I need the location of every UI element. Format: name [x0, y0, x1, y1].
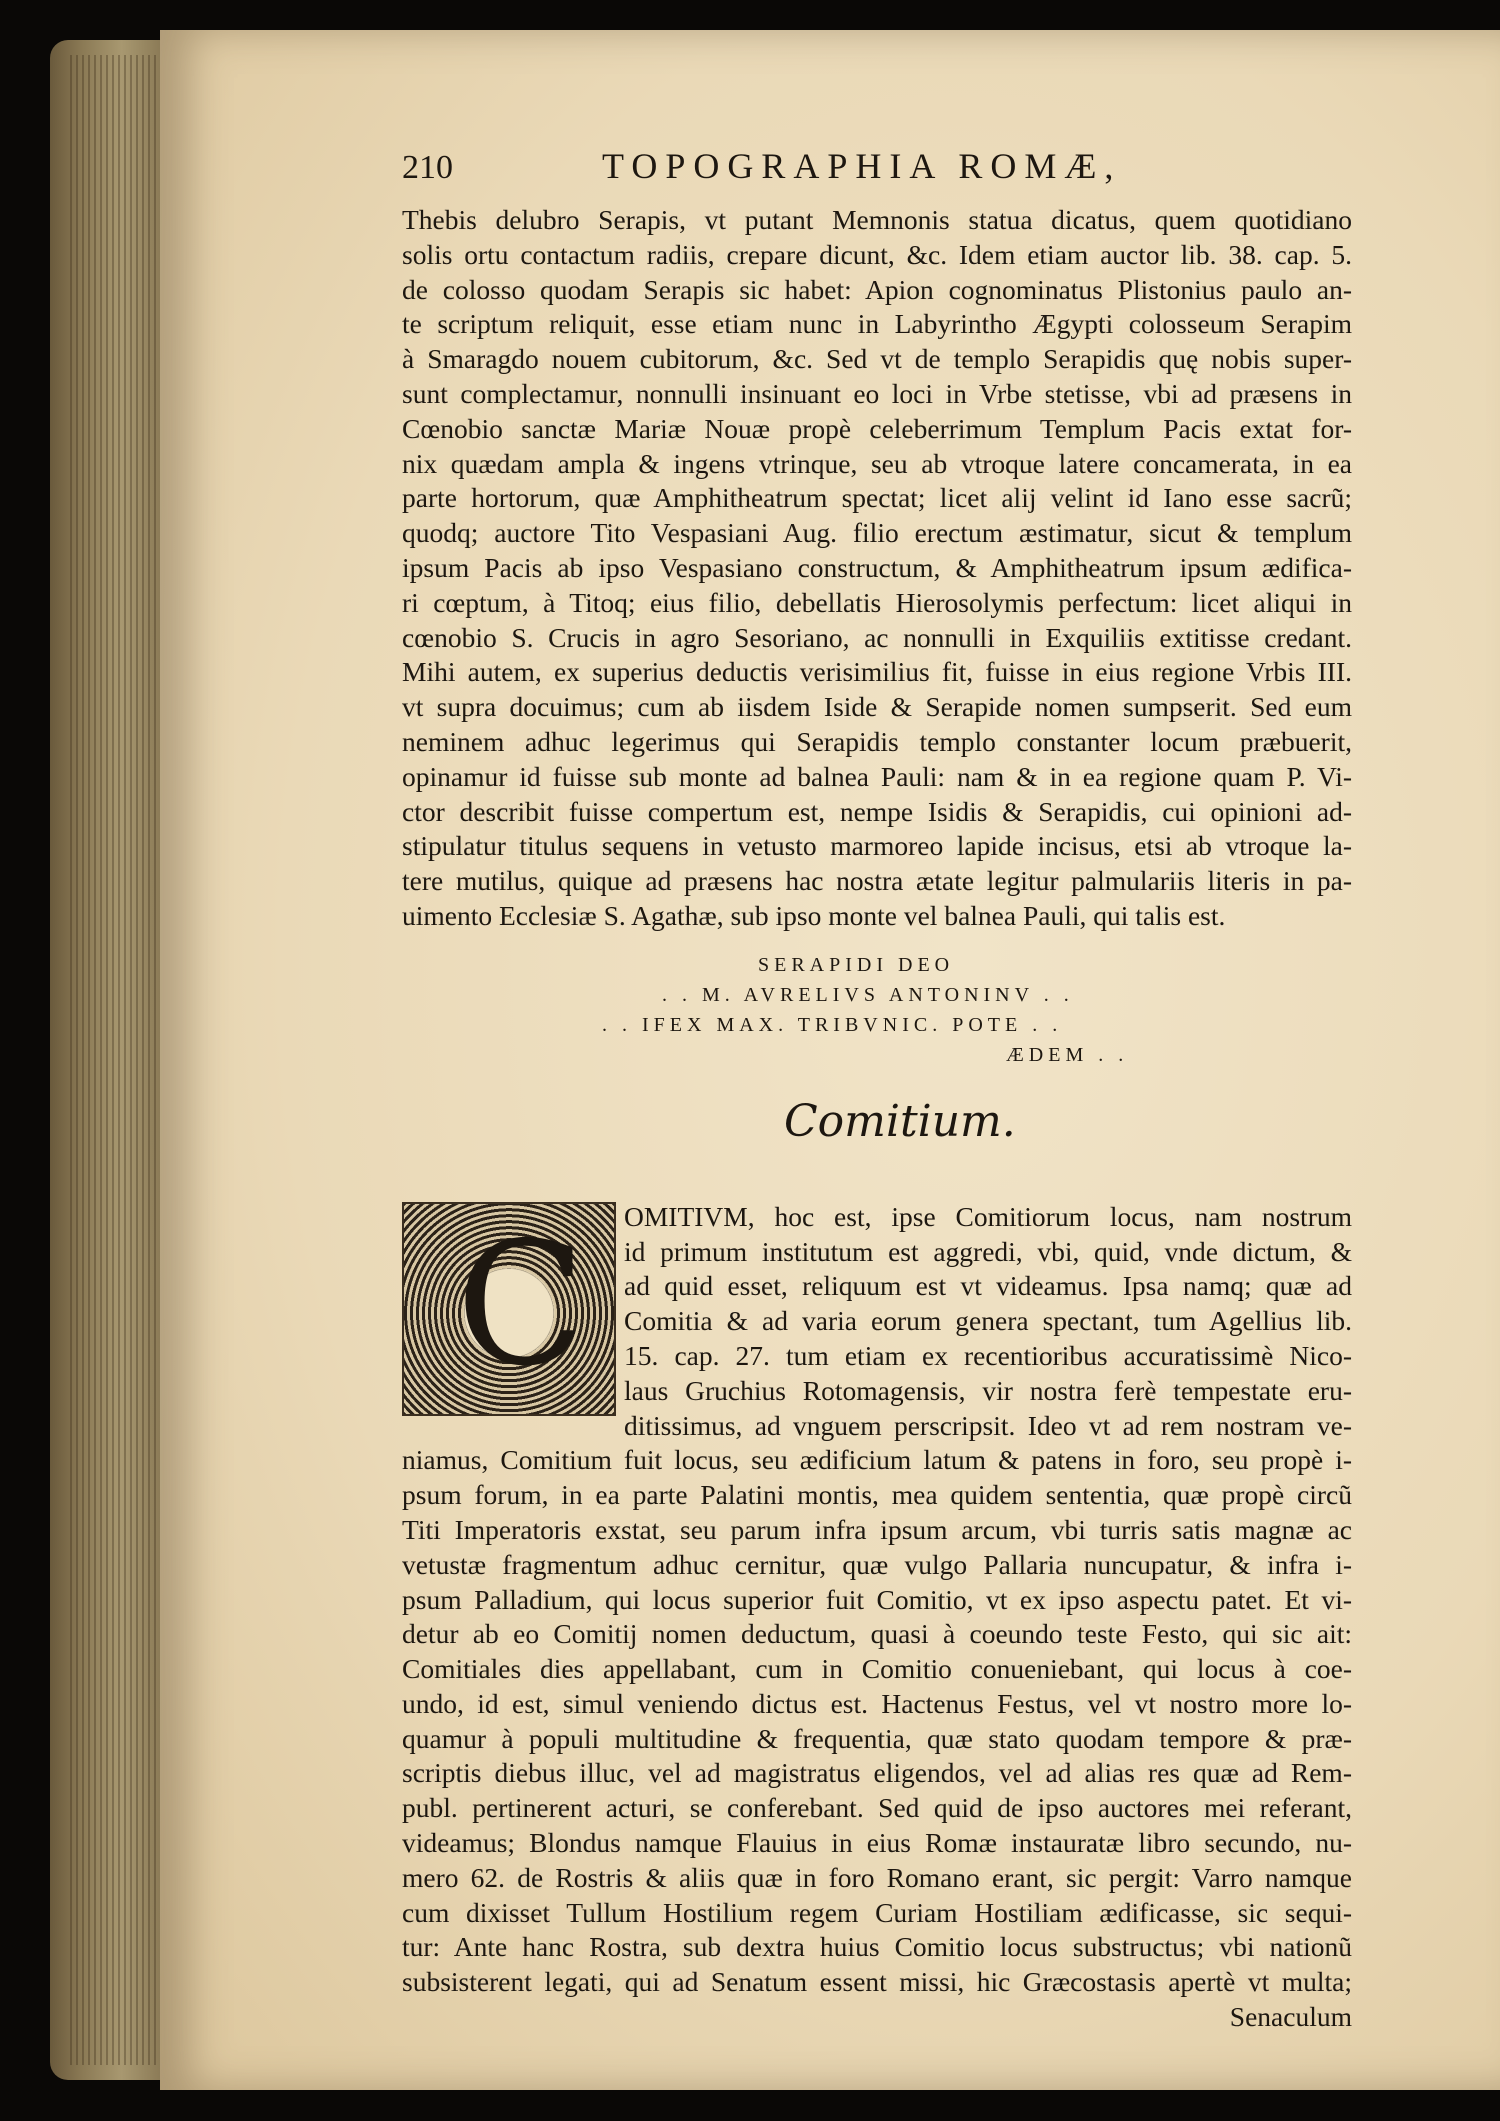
- text-line: cum dixisset Tullum Hostilium regem Curiam Hostiliam ædificasse, sic sequi-: [402, 1896, 1352, 1928]
- text-line: publ. pertinerent acturi, se conferebant. Sed quid de ipso auctores mei referant,: [402, 1792, 1352, 1824]
- text-line: laus Gruchius Rotomagensis, vir nostra ferè tempestate eru-: [624, 1374, 1352, 1406]
- text-line: videamus; Blondus namque Flauius in eius Romæ instauratæ libro secundo, nu-: [402, 1827, 1352, 1859]
- text-line: cœnobio S. Crucis in agro Sesoriano, ac nonnulli in Exquiliis extitisse credant.: [402, 621, 1352, 653]
- text-line: stipulatur titulus sequens in vetusto marmoreo lapide incisus, etsi ab vtroque la-: [402, 830, 1352, 862]
- text-line: solis ortu contactum radiis, crepare dicunt, &c. Idem etiam auctor lib. 38. cap. 5.: [402, 238, 1352, 270]
- text-line: tur: Ante hanc Rostra, sub dextra huius Comitio locus substructus; vbi nationũ: [402, 1931, 1352, 1963]
- page-number: 210: [402, 149, 453, 186]
- text-line: subsisterent legati, qui ad Senatum essent missi, hic Græcostasis apertè vt multa;: [402, 1966, 1352, 1998]
- text-line: OMITIVM, hoc est, ipse Comitiorum locus, nam nostrum: [624, 1200, 1352, 1232]
- text-line: ad quid esset, reliquum est vt videamus. Ipsa namq; quæ ad: [624, 1270, 1352, 1302]
- text-line: scriptis diebus illuc, vel ad magistratus eligendos, vel ad alias res quæ ad Rem-: [402, 1757, 1352, 1789]
- text-line: Comitia & ad varia eorum genera spectant, tum Agellius lib.: [624, 1305, 1352, 1337]
- text-line: undo, id est, simul veniendo dictus est. Hactenus Festus, vel vt nostro more lo-: [402, 1687, 1352, 1719]
- paragraph-2: [402, 1200, 1352, 2000]
- text-line: vetustæ fragmentum adhuc cernitur, quæ vulgo Pallaria nuncupatur, & infra i-: [402, 1548, 1352, 1580]
- text-line: psum Palladium, qui locus superior fuit Comitio, vt ex ipso aspectu patet. Et vi-: [402, 1583, 1352, 1615]
- decorated-initial-woodcut: [402, 1202, 616, 1416]
- text-line: detur ab eo Comitij nomen deductum, quasi à coeundo teste Festo, qui sic ait:: [402, 1618, 1352, 1650]
- inscription-line: . . M. AVRELIVS ANTONINV . .: [662, 983, 1074, 1006]
- text-line: ditissimus, ad vnguem perscripsit. Ideo vt ad rem nostram ve-: [624, 1409, 1352, 1441]
- text-line: Comitiales dies appellabant, cum in Comitio conueniebant, qui locus à coe-: [402, 1653, 1352, 1685]
- running-head: [402, 145, 1352, 197]
- text-line: de colosso quodam Serapis sic habet: Apion cognominatus Plistonius paulo an-: [402, 273, 1352, 305]
- text-line: tere mutilus, quique ad præsens hac nostra ætate legitur palmulariis literis in pa-: [402, 865, 1352, 897]
- text-line: neminem adhuc legerimus qui Serapidis templo constanter locum præbuerit,: [402, 725, 1352, 757]
- inscription-line: . . IFEX MAX. TRIBVNIC. POTE . .: [602, 1013, 1063, 1036]
- text-line: Mihi autem, ex superius deductis verisimilius fit, fuisse in eius regione Vrbis III.: [402, 656, 1352, 688]
- text-line: parte hortorum, quæ Amphitheatrum spectat; licet alij velint id Iano esse sacrũ;: [402, 482, 1352, 514]
- text-line: Cœnobio sanctæ Mariæ Nouæ propè celeberrimum Templum Pacis extat for-: [402, 412, 1352, 444]
- text-line: psum forum, in ea parte Palatini montis, mea quidem sententia, quæ propè circũ: [402, 1479, 1352, 1511]
- section-heading: Comitium.: [784, 1095, 1016, 1147]
- text-line: Titi Imperatoris exstat, seu parum infra ipsum arcum, vbi turris satis magnæ ac: [402, 1513, 1352, 1545]
- inscription-block: [402, 950, 1352, 1070]
- text-line: nix quædam ampla & ingens vtrinque, seu ab vtroque latere concamerata, in ea: [402, 447, 1352, 479]
- inscription-line: ÆDEM . .: [1006, 1043, 1129, 1066]
- text-line: sunt complectamur, nonnulli insinuant eo loci in Vrbe stetisse, vbi ad præsens in: [402, 377, 1352, 409]
- text-line: uimento Ecclesiæ S. Agathæ, sub ipso monte vel balnea Pauli, qui talis est.: [402, 899, 1226, 931]
- running-title: TOPOGRAPHIA ROMÆ,: [602, 146, 1122, 186]
- inscription-line: SERAPIDI DEO: [758, 953, 955, 976]
- text-line: ipsum Pacis ab ipso Vespasiano constructum, & Amphitheatrum ipsum ædifica-: [402, 551, 1352, 583]
- text-line: quodq; auctore Tito Vespasiani Aug. filio erectum æstimatur, sicut & templum: [402, 517, 1352, 549]
- text-line: id primum institutum est aggredi, vbi, quid, vnde dictum, &: [624, 1235, 1352, 1267]
- catchword: Senaculum: [1229, 2001, 1352, 2033]
- page-text-block: [402, 145, 1352, 2035]
- text-line: quamur à populi multitudine & frequentia, quæ stato quodam tempore & præ-: [402, 1722, 1352, 1754]
- text-line: ri cœptum, à Titoq; eius filio, debellatis Hierosolymis perfectum: licet aliqui in: [402, 586, 1352, 618]
- text-line: à Smaragdo nouem cubitorum, &c. Sed vt de templo Serapidis quę nobis super-: [402, 343, 1352, 375]
- paragraph-2-full-lines: [402, 1443, 1352, 2000]
- text-line: niamus, Comitium fuit locus, seu ædificium latum & patens in foro, seu propè i-: [402, 1444, 1352, 1476]
- initial-letter: C: [456, 1205, 587, 1404]
- text-line: te scriptum reliquit, esse etiam nunc in Labyrintho Ægypti colosseum Serapim: [402, 308, 1352, 340]
- text-line: vt supra docuimus; cum ab iisdem Iside & Serapide nomen sumpserit. Sed eum: [402, 691, 1352, 723]
- text-line: Thebis delubro Serapis, vt putant Memnonis statua dicatus, quem quotidiano: [402, 204, 1352, 235]
- text-line: 15. cap. 27. tum etiam ex recentioribus accuratissimè Nico-: [624, 1339, 1352, 1371]
- paragraph-1: [402, 203, 1352, 934]
- text-line: mero 62. de Rostris & aliis quæ in foro Romano erant, sic pergit: Varro namque: [402, 1861, 1352, 1893]
- text-line: opinamur id fuisse sub monte ad balnea Pauli: nam & in ea regione quam P. Vi-: [402, 760, 1352, 792]
- text-line: ctor describit fuisse compertum est, nempe Isidis & Serapidis, cui opinioni ad-: [402, 795, 1352, 827]
- book-page-edges-lines: [70, 55, 170, 2065]
